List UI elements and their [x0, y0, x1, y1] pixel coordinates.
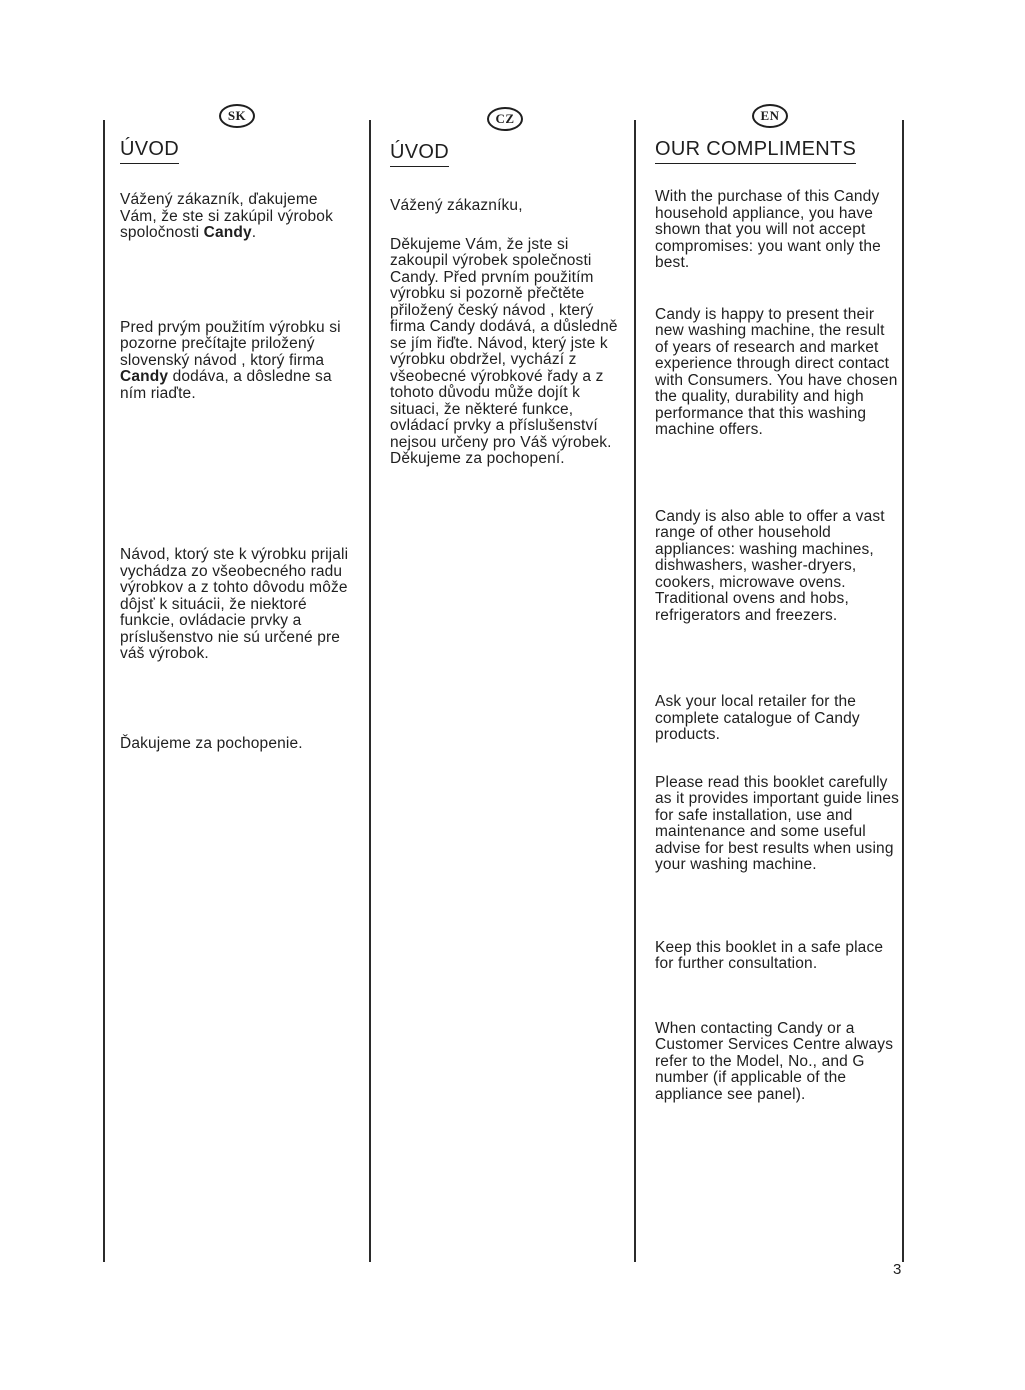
paragraph — [120, 320, 355, 403]
text-segment: With the purchase of this Candy household appliance, you have shown that you will not accept compromises: you want only the best. — [655, 188, 881, 271]
paragraph — [655, 775, 901, 874]
text-segment: Please read this booklet carefully as it provides important guide lines for safe installation, use and maintenance and some useful advise for best results when using your washing machine. — [655, 773, 900, 873]
brand-name: Candy — [203, 224, 252, 241]
paragraph — [120, 736, 355, 753]
text-segment: Keep this booklet in a safe place for further consultation. — [655, 938, 884, 972]
paragraph — [390, 237, 630, 468]
column-heading-en: OUR COMPLIMENTS — [655, 138, 856, 164]
text-segment: Návod, ktorý ste k výrobku prijali vychádza zo všeobecného radu výrobkov a z tohto dôvodu môže dôjsť k situácii, že niektoré funkcie, ovládacie prvky a príslušenstvo nie sú určené pre váš výrobok. — [120, 546, 349, 662]
text-segment: Ďakujeme za pochopenie. — [120, 734, 303, 752]
paragraph — [655, 307, 901, 439]
paragraph — [655, 940, 901, 973]
text-segment: Ask your local retailer for the complete catalogue of Candy products. — [655, 693, 860, 743]
language-badge-en: EN — [752, 104, 788, 128]
column-heading-sk: ÚVOD — [120, 138, 179, 164]
text-segment: . — [251, 224, 257, 241]
paragraph — [655, 694, 901, 744]
page-number: 3 — [893, 1261, 902, 1278]
text-segment: Děkujeme Vám, že jste si zakoupil výrobek společnosti Candy. Před prvním použitím výrobku si pozorně přečtěte přiložený český návod , který firma Candy dodává, a důsledně se jím řiďte. Návod, který jste k výrobku obdržel, vychází z všeobecné výrobkové řady a z tohoto důvodu může dojít k situaci, že některé funkce, ovládací prvky a příslušenství nejsou určeny pro Váš výrobek. Děkujeme za pochopení. — [390, 235, 618, 467]
language-badge-sk: SK — [219, 104, 255, 128]
paragraphs-en — [655, 189, 901, 1103]
paragraph — [120, 547, 355, 663]
column-heading-cz: ÚVOD — [390, 141, 449, 167]
column-divider — [902, 120, 904, 1262]
text-segment: dodáva, a dôsledne sa ním riaďte. — [120, 368, 332, 402]
paragraph — [655, 1021, 901, 1104]
column-divider — [103, 120, 105, 1262]
paragraph — [655, 509, 901, 625]
column-sk — [120, 138, 355, 752]
column-en — [655, 138, 901, 1103]
text-segment: When contacting Candy or a Customer Services Centre always refer to the Model, No., and G number (if applicable of the appliance see panel). — [655, 1019, 894, 1103]
paragraph — [655, 189, 901, 272]
text-segment: Candy is happy to present their new washing machine, the result of years of research and market experience through direct contact with Consumers. You have chosen the quality, durability and high performance that this washing machine offers. — [655, 305, 898, 438]
paragraph — [120, 192, 355, 242]
paragraphs-sk — [120, 192, 355, 752]
column-cz — [390, 141, 630, 468]
paragraph — [390, 198, 630, 215]
brand-name: Candy — [120, 368, 169, 385]
text-segment: Vážený zákazníku, — [390, 197, 523, 214]
text-segment: Vážený zákazník, ďakujeme Vám, že ste si zakúpil výrobok spoločnosti — [120, 191, 333, 241]
text-segment: Pred prvým použitím výrobku si pozorne prečítajte priložený slovenský návod , ktorý firma — [120, 318, 341, 369]
column-divider — [369, 120, 371, 1262]
language-badge-cz: CZ — [487, 107, 523, 131]
text-segment: Candy is also able to offer a vast range of other household appliances: washing machines, dishwashers, washer-dryers, cookers, microwave ovens. Traditional ovens and hobs, refrigerators and freezers. — [655, 507, 885, 624]
paragraphs-cz — [390, 198, 630, 468]
column-divider — [634, 120, 636, 1262]
